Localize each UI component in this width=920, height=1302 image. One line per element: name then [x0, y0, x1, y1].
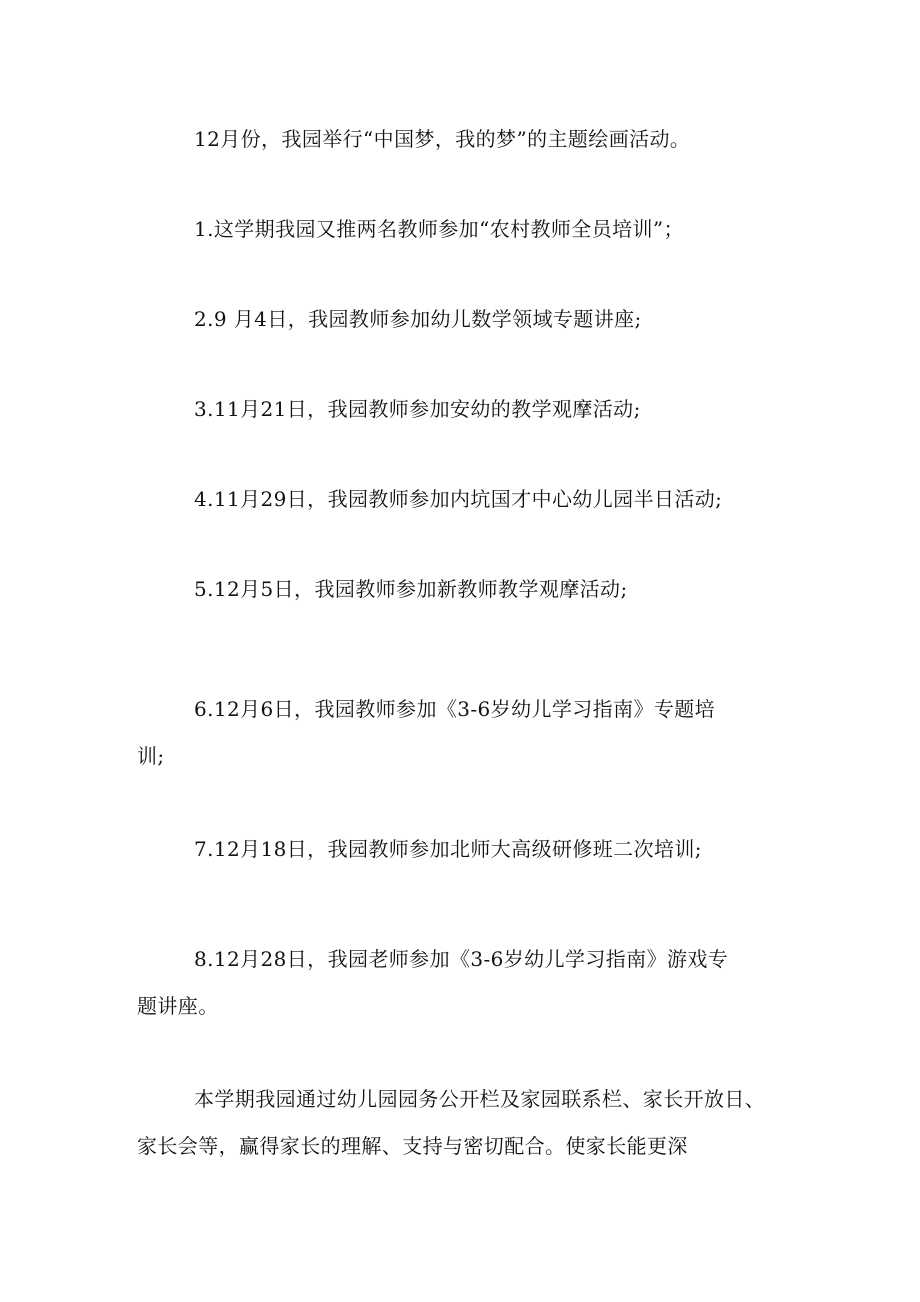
list-item-2: 2.9 月4日，我园教师参加幼儿数学领域专题讲座;	[194, 307, 642, 331]
list-item-4: 4.11月29日，我园教师参加内坑国才中心幼儿园半日活动;	[194, 487, 723, 511]
list-item-3: 3.11月21日，我园教师参加安幼的教学观摩活动;	[194, 397, 641, 421]
list-item-7: 7.12月18日，我园教师参加北师大高级研修班二次培训;	[194, 837, 702, 861]
list-item-1: 1.这学期我园又推两名教师参加“农村教师全员培训”；	[194, 217, 684, 241]
paragraph-parent-communication: 本学期我园通过幼儿园园务公开栏及家园联系栏、家长开放日、家长会等，赢得家长的理解、支持与密切配合。使家长能更深	[137, 1087, 766, 1158]
list-item-6: 6.12月6日，我园教师参加《3-6岁幼儿学习指南》专题培训;	[137, 697, 716, 768]
paragraph-painting-activity: 12月份，我园举行“中国梦，我的梦”的主题绘画活动。	[194, 127, 691, 151]
list-item-8: 8.12月28日，我园老师参加《3-6岁幼儿学习指南》游戏专题讲座。	[137, 947, 729, 1018]
list-item-5: 5.12月5日，我园教师参加新教师教学观摩活动;	[194, 577, 628, 601]
